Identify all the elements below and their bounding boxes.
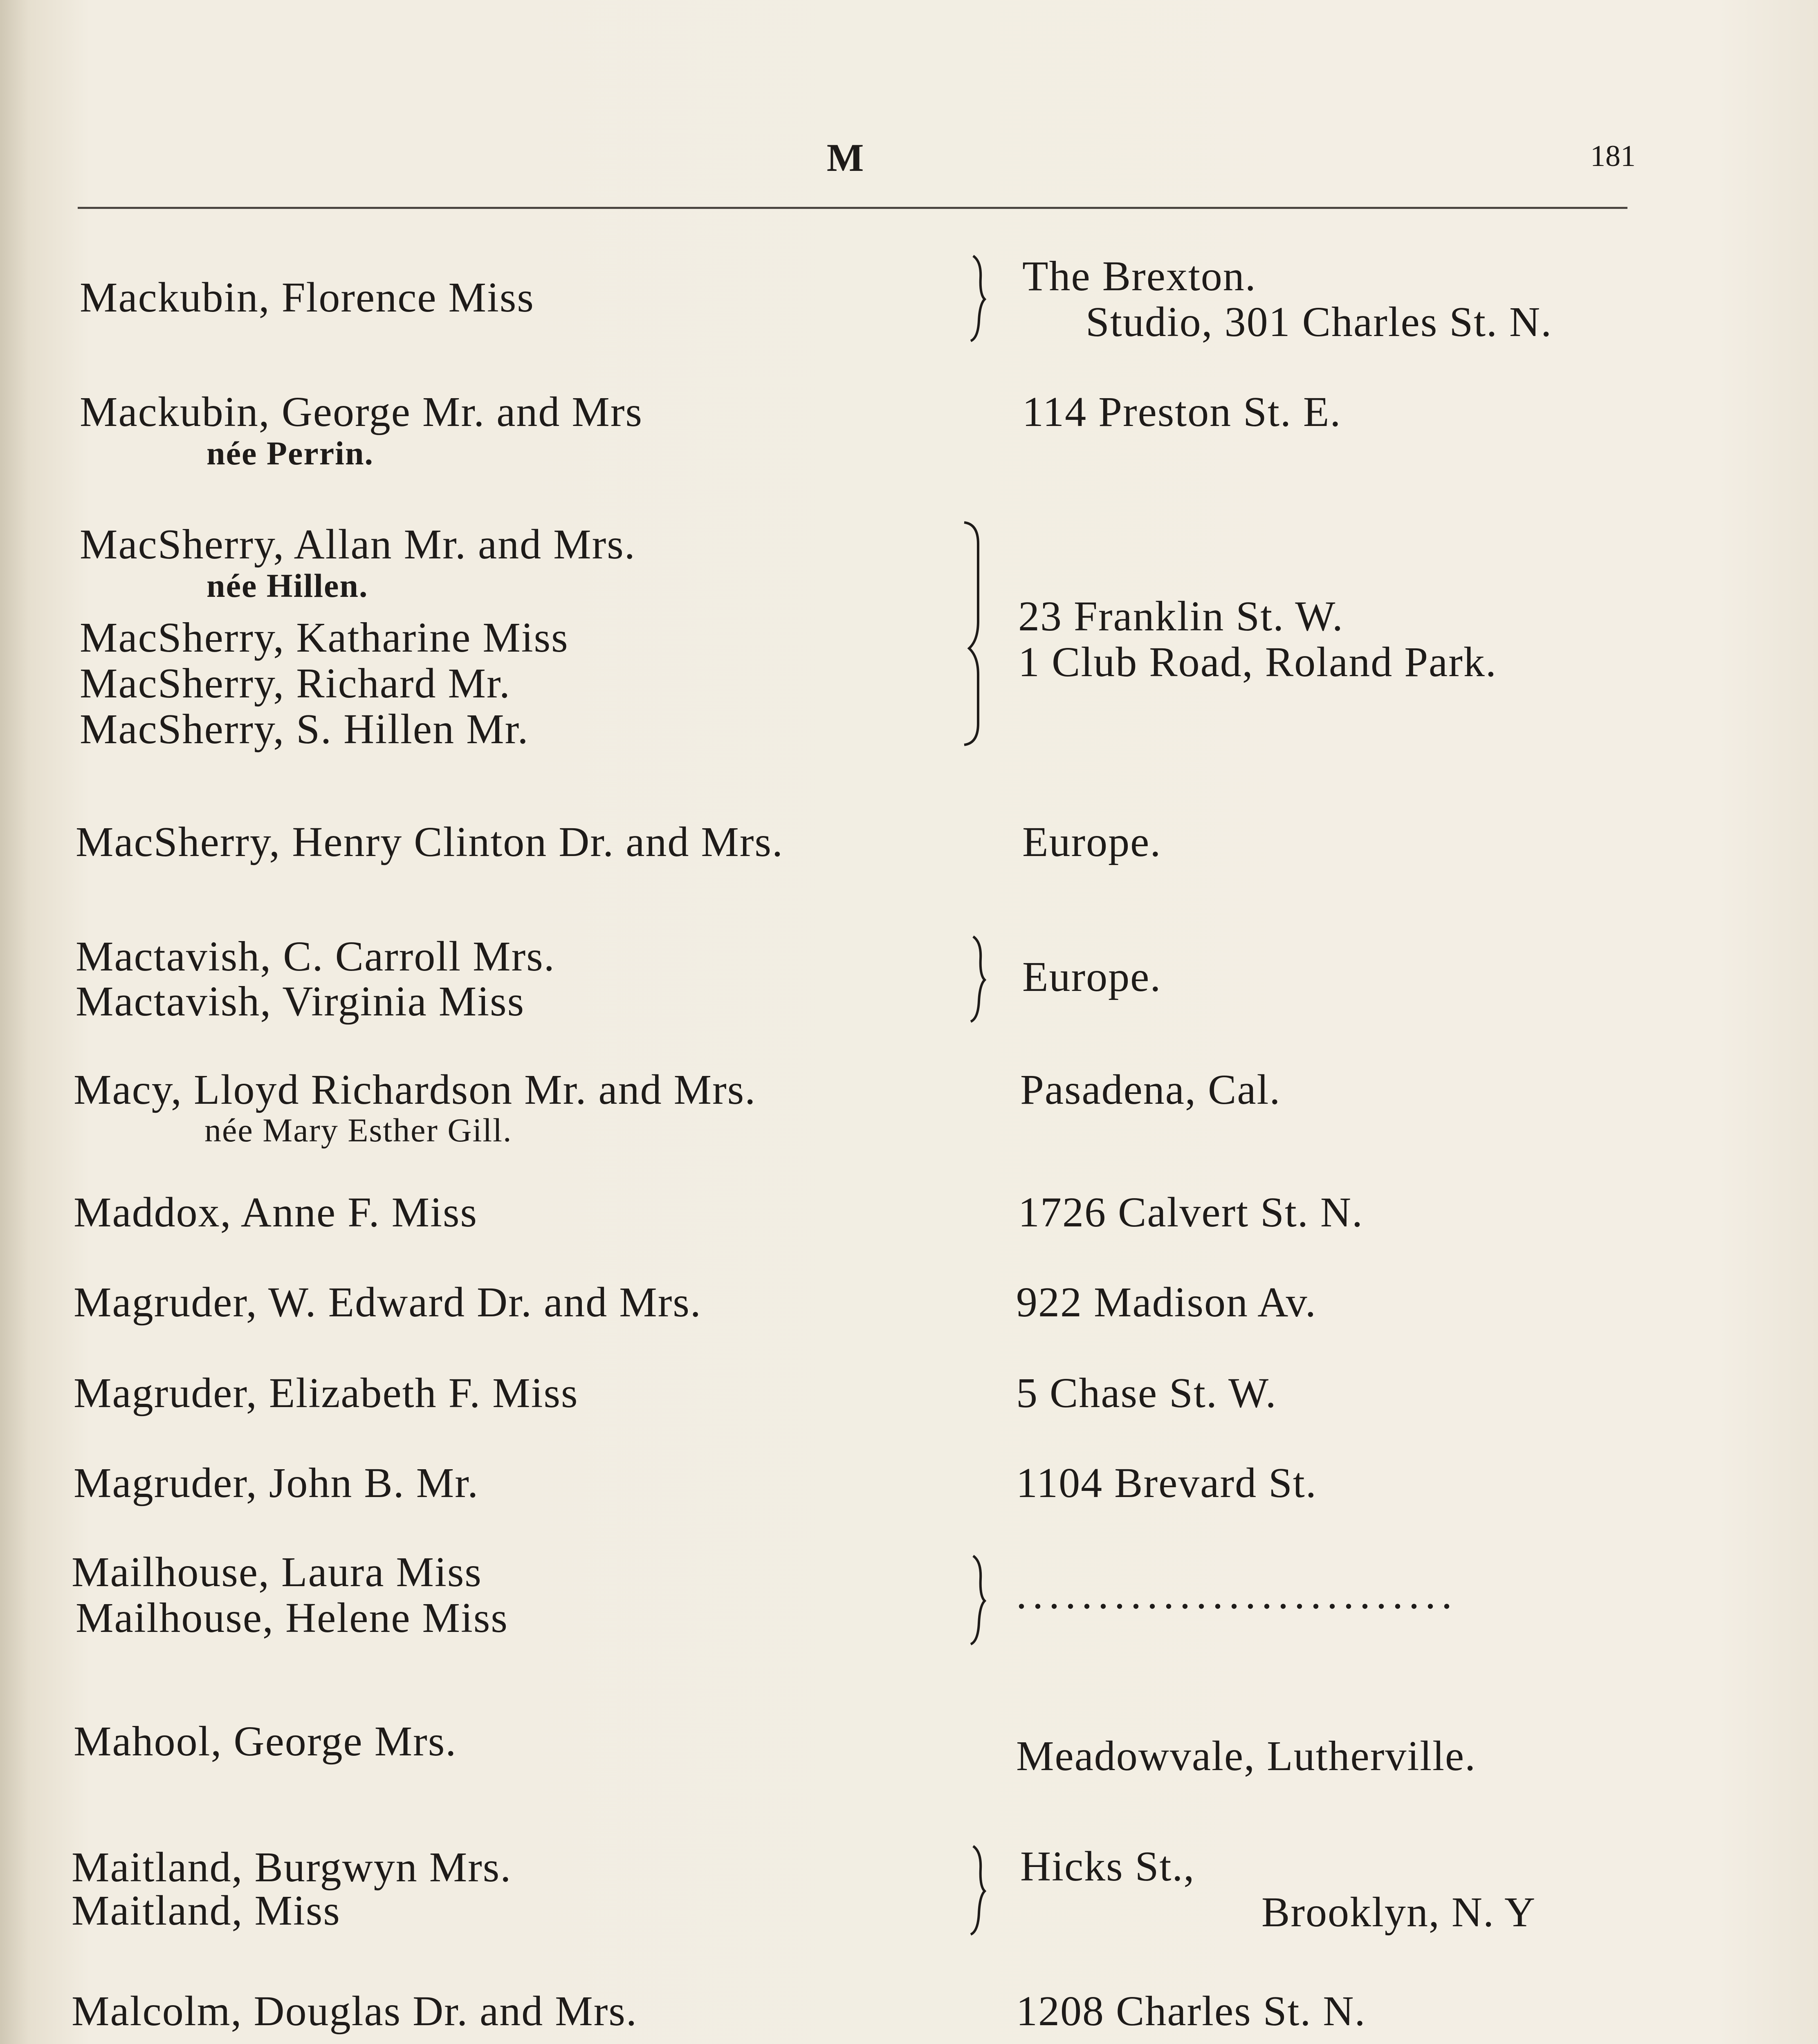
entry-name: Maddox, Anne F. Miss: [74, 1189, 478, 1236]
entry-name: MacSherry, Henry Clinton Dr. and Mrs.: [76, 818, 783, 865]
entry-name: MacSherry, Allan Mr. and Mrs.: [80, 521, 636, 568]
entry-name: Mackubin, George Mr. and Mrs: [80, 388, 643, 435]
brace-mark: [965, 1844, 990, 1938]
entry-name: Maitland, Burgwyn Mrs.: [72, 1844, 512, 1891]
entry-address: Brooklyn, N. Y: [1261, 1889, 1536, 1936]
entry-address: 5 Chase St. W.: [1016, 1369, 1277, 1416]
entry-name: Magruder, John B. Mr.: [74, 1459, 479, 1506]
entry-name: MacSherry, S. Hillen Mr.: [80, 706, 529, 753]
entry-name: Malcolm, Douglas Dr. and Mrs.: [72, 1988, 637, 2035]
header-rule: [78, 207, 1627, 209]
entry-address: The Brexton.: [1022, 253, 1257, 300]
brace-mark: [965, 1553, 990, 1647]
entry-address: Europe.: [1022, 818, 1162, 865]
entry-nee: née Mary Esther Gill.: [204, 1112, 512, 1149]
entry-name: Mackubin, Florence Miss: [80, 274, 534, 321]
entry-address: 23 Franklin St. W.: [1018, 593, 1344, 640]
entry-name: Mahool, George Mrs.: [74, 1718, 457, 1765]
entry-address: 114 Preston St. E.: [1022, 388, 1342, 435]
entry-name: Mactavish, Virginia Miss: [76, 978, 525, 1025]
entry-nee: née Hillen.: [206, 567, 368, 604]
entry-name: Mailhouse, Helene Miss: [76, 1594, 508, 1641]
brace-mark: [957, 519, 990, 748]
entry-name: Mailhouse, Laura Miss: [72, 1549, 482, 1596]
entry-address: 922 Madison Av.: [1016, 1279, 1317, 1326]
entry-address: Studio, 301 Charles St. N.: [1086, 298, 1553, 345]
entry-name: MacSherry, Katharine Miss: [80, 614, 569, 661]
section-letter: M: [826, 136, 866, 179]
entry-address: Pasadena, Cal.: [1020, 1066, 1281, 1113]
address-dot-leader: ...........................: [1016, 1571, 1458, 1618]
entry-name: Maitland, Miss: [72, 1887, 341, 1934]
entry-address: Hicks St.,: [1020, 1843, 1195, 1890]
entry-nee: née Perrin.: [206, 435, 374, 472]
entry-address: 1104 Brevard St.: [1016, 1459, 1317, 1506]
entry-address: 1726 Calvert St. N.: [1018, 1189, 1363, 1236]
brace-mark: [965, 934, 990, 1024]
entry-name: Mactavish, C. Carroll Mrs.: [76, 933, 555, 980]
entry-name: Magruder, Elizabeth F. Miss: [74, 1369, 579, 1416]
entry-address: Meadowvale, Lutherville.: [1016, 1732, 1477, 1780]
entry-address: 1208 Charles St. N.: [1016, 1988, 1366, 2035]
entry-name: MacSherry, Richard Mr.: [80, 660, 511, 707]
entry-address: Europe.: [1022, 953, 1162, 1000]
entry-name: Magruder, W. Edward Dr. and Mrs.: [74, 1279, 702, 1326]
brace-mark: [965, 253, 990, 343]
page-number: 181: [1590, 139, 1636, 173]
entry-name: Macy, Lloyd Richardson Mr. and Mrs.: [74, 1066, 756, 1113]
entry-address: 1 Club Road, Roland Park.: [1018, 639, 1497, 686]
